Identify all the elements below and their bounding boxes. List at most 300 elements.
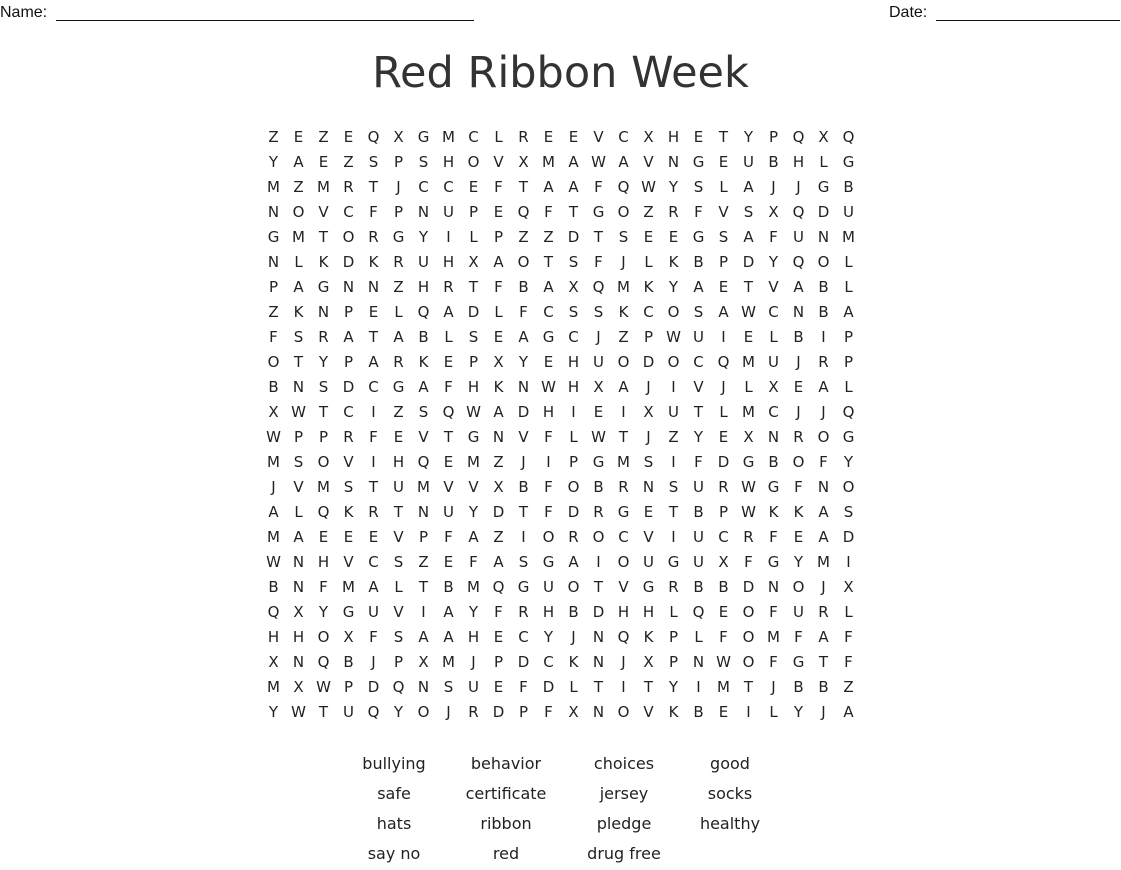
grid-letter: V: [393, 528, 404, 546]
grid-letter: B: [693, 578, 704, 596]
grid-letter: W: [316, 678, 331, 696]
grid-letter: P: [643, 328, 654, 346]
grid-letter: Y: [543, 628, 554, 646]
grid-letter: E: [543, 353, 554, 371]
grid-letter: Q: [792, 253, 805, 271]
grid-letter: A: [368, 353, 379, 371]
name-blank-line[interactable]: [56, 20, 474, 21]
grid-letter: U: [593, 353, 604, 371]
grid-letter: K: [618, 303, 629, 321]
grid-letter: F: [719, 628, 728, 646]
grid-letter: E: [718, 703, 729, 721]
grid-letter: L: [644, 253, 653, 271]
word-list-item: healthy: [699, 814, 761, 833]
grid-letter: I: [721, 328, 726, 346]
word-list-item: socks: [707, 784, 753, 803]
grid-letter: A: [543, 178, 554, 196]
grid-letter: J: [646, 378, 651, 396]
grid-letter: Q: [617, 178, 630, 196]
grid-letter: H: [567, 353, 580, 371]
grid-letter: T: [593, 228, 604, 246]
grid-letter: R: [443, 278, 454, 296]
grid-letter: Q: [317, 653, 330, 671]
grid-letter: G: [392, 378, 405, 396]
grid-letter: O: [567, 478, 580, 496]
grid-letter: F: [369, 628, 378, 646]
grid-letter: O: [567, 578, 580, 596]
grid-letter: M: [267, 678, 280, 696]
grid-letter: S: [693, 303, 704, 321]
grid-letter: J: [821, 403, 826, 421]
grid-letter: V: [493, 153, 504, 171]
grid-letter: R: [518, 603, 529, 621]
grid-letter: W: [266, 553, 281, 571]
grid-letter: I: [371, 403, 376, 421]
grid-letter: K: [768, 503, 779, 521]
grid-letter: T: [518, 178, 529, 196]
grid-letter: E: [543, 128, 554, 146]
grid-letter: P: [518, 703, 529, 721]
grid-letter: B: [693, 503, 704, 521]
grid-letter: L: [494, 128, 503, 146]
grid-letter: R: [593, 503, 604, 521]
grid-letter: Y: [793, 703, 804, 721]
grid-letter: X: [493, 478, 504, 496]
grid-letter: W: [291, 703, 306, 721]
grid-letter: U: [468, 678, 479, 696]
grid-letter: V: [618, 578, 629, 596]
grid-letter: M: [292, 228, 305, 246]
grid-letter: M: [717, 678, 730, 696]
grid-letter: S: [518, 553, 529, 571]
grid-letter: L: [394, 578, 403, 596]
grid-letter: O: [317, 628, 330, 646]
grid-letter: F: [544, 703, 553, 721]
word-search-grid: [261, 125, 861, 725]
word-list: [338, 750, 774, 870]
grid-letter: G: [592, 453, 605, 471]
grid-letter: I: [821, 328, 826, 346]
grid-letter: H: [292, 628, 305, 646]
grid-letter: T: [668, 503, 679, 521]
grid-letter: Q: [417, 303, 430, 321]
grid-letter: H: [417, 278, 430, 296]
grid-letter: F: [494, 178, 503, 196]
grid-letter: H: [442, 153, 455, 171]
grid-letter: G: [542, 553, 555, 571]
grid-letter: R: [468, 703, 479, 721]
grid-letter: U: [693, 478, 704, 496]
grid-letter: E: [318, 528, 329, 546]
grid-letter: L: [719, 178, 728, 196]
grid-letter: I: [746, 703, 751, 721]
grid-letter: V: [718, 203, 729, 221]
grid-letter: P: [343, 353, 354, 371]
grid-letter: N: [417, 678, 430, 696]
grid-letter: X: [293, 678, 304, 696]
grid-letter: A: [343, 328, 354, 346]
grid-letter: P: [718, 503, 729, 521]
grid-letter: Y: [793, 553, 804, 571]
grid-letter: T: [368, 328, 379, 346]
grid-letter: R: [393, 253, 404, 271]
grid-letter: R: [393, 353, 404, 371]
grid-letter: V: [643, 153, 654, 171]
grid-letter: U: [693, 528, 704, 546]
grid-letter: A: [443, 303, 454, 321]
grid-letter: P: [418, 528, 429, 546]
grid-letter: G: [342, 603, 355, 621]
grid-letter: B: [768, 153, 779, 171]
grid-letter: R: [668, 578, 679, 596]
grid-letter: E: [593, 403, 604, 421]
grid-letter: Q: [842, 403, 855, 421]
grid-letter: K: [643, 628, 654, 646]
grid-letter: Y: [468, 603, 479, 621]
grid-letter: T: [368, 478, 379, 496]
grid-letter: L: [844, 253, 853, 271]
grid-letter: X: [268, 653, 279, 671]
grid-letter: X: [293, 603, 304, 621]
grid-letter: M: [317, 478, 330, 496]
grid-letter: K: [493, 378, 504, 396]
grid-letter: M: [842, 228, 855, 246]
grid-letter: P: [393, 653, 404, 671]
word-list-item: ribbon: [480, 814, 532, 833]
grid-letter: B: [693, 253, 704, 271]
grid-letter: Z: [668, 428, 679, 446]
grid-letter: A: [843, 703, 854, 721]
grid-letter: P: [343, 678, 354, 696]
grid-letter: U: [668, 403, 679, 421]
grid-letter: M: [817, 553, 830, 571]
grid-letter: L: [444, 328, 453, 346]
grid-letter: N: [292, 553, 305, 571]
grid-letter: P: [768, 128, 779, 146]
grid-letter: E: [743, 328, 754, 346]
grid-letter: O: [267, 353, 280, 371]
grid-letter: N: [817, 478, 830, 496]
grid-letter: A: [568, 153, 579, 171]
grid-letter: T: [743, 278, 754, 296]
grid-letter: E: [643, 503, 654, 521]
grid-letter: M: [617, 278, 630, 296]
grid-letter: P: [318, 428, 329, 446]
grid-letter: B: [818, 303, 829, 321]
grid-letter: D: [467, 303, 480, 321]
grid-letter: E: [293, 128, 304, 146]
grid-letter: H: [642, 603, 655, 621]
grid-letter: S: [393, 628, 404, 646]
grid-letter: E: [568, 128, 579, 146]
grid-letter: A: [818, 528, 829, 546]
grid-letter: T: [518, 503, 529, 521]
grid-letter: E: [493, 328, 504, 346]
grid-letter: O: [617, 203, 630, 221]
grid-letter: S: [418, 153, 429, 171]
grid-letter: Y: [668, 278, 679, 296]
grid-letter: B: [568, 603, 579, 621]
grid-letter: F: [519, 303, 528, 321]
grid-letter: W: [466, 403, 481, 421]
grid-letter: A: [443, 603, 454, 621]
grid-letter: T: [318, 403, 329, 421]
grid-letter: P: [493, 228, 504, 246]
grid-letter: Q: [617, 628, 630, 646]
grid-letter: I: [571, 403, 576, 421]
grid-letter: T: [543, 253, 554, 271]
grid-letter: F: [494, 603, 503, 621]
grid-letter: X: [593, 378, 604, 396]
grid-letter: A: [843, 303, 854, 321]
grid-letter: U: [693, 328, 704, 346]
grid-letter: F: [769, 603, 778, 621]
grid-letter: E: [493, 628, 504, 646]
grid-letter: V: [518, 428, 529, 446]
grid-letter: M: [442, 128, 455, 146]
grid-letter: V: [593, 128, 604, 146]
grid-letter: T: [643, 678, 654, 696]
word-list-item: say no: [367, 844, 421, 863]
grid-letter: L: [294, 253, 303, 271]
grid-letter: P: [268, 278, 279, 296]
grid-letter: C: [343, 403, 354, 421]
grid-letter: U: [368, 603, 379, 621]
grid-letter: J: [796, 353, 801, 371]
grid-letter: N: [342, 278, 355, 296]
grid-letter: R: [793, 428, 804, 446]
grid-letter: L: [394, 303, 403, 321]
grid-letter: O: [667, 353, 680, 371]
grid-letter: F: [794, 628, 803, 646]
grid-letter: F: [794, 478, 803, 496]
grid-letter: D: [517, 403, 530, 421]
grid-letter: A: [518, 328, 529, 346]
grid-letter: J: [596, 328, 601, 346]
grid-letter: C: [518, 628, 529, 646]
grid-letter: A: [618, 378, 629, 396]
grid-letter: E: [793, 528, 804, 546]
grid-letter: J: [621, 653, 626, 671]
grid-letter: J: [271, 478, 276, 496]
grid-letter: S: [443, 678, 454, 696]
grid-letter: O: [667, 303, 680, 321]
grid-letter: I: [671, 528, 676, 546]
grid-letter: C: [418, 178, 429, 196]
grid-letter: P: [568, 453, 579, 471]
grid-letter: G: [542, 328, 555, 346]
grid-letter: M: [542, 153, 555, 171]
grid-letter: K: [318, 253, 329, 271]
grid-letter: W: [716, 653, 731, 671]
grid-letter: C: [368, 553, 379, 571]
grid-letter: G: [417, 128, 430, 146]
grid-letter: G: [792, 653, 805, 671]
grid-letter: N: [367, 278, 380, 296]
grid-letter: D: [367, 678, 380, 696]
grid-letter: K: [793, 503, 804, 521]
grid-letter: F: [844, 653, 853, 671]
grid-letter: A: [293, 278, 304, 296]
grid-letter: O: [417, 703, 430, 721]
grid-letter: Q: [392, 678, 405, 696]
grid-letter: F: [594, 178, 603, 196]
word-list-item: choices: [593, 754, 655, 773]
grid-letter: U: [443, 203, 454, 221]
grid-letter: Y: [268, 703, 279, 721]
word-list-item: jersey: [599, 784, 649, 803]
grid-letter: D: [717, 453, 730, 471]
grid-letter: O: [467, 153, 480, 171]
grid-letter: C: [468, 128, 479, 146]
grid-letter: D: [742, 578, 755, 596]
grid-letter: T: [318, 703, 329, 721]
grid-letter: S: [418, 403, 429, 421]
grid-letter: P: [718, 253, 729, 271]
grid-letter: K: [568, 653, 579, 671]
grid-letter: L: [844, 278, 853, 296]
grid-letter: C: [568, 328, 579, 346]
grid-letter: I: [421, 603, 426, 621]
grid-letter: G: [692, 228, 705, 246]
grid-letter: V: [343, 553, 354, 571]
grid-letter: Z: [418, 553, 429, 571]
grid-letter: F: [819, 453, 828, 471]
grid-letter: Z: [293, 178, 304, 196]
date-blank-line[interactable]: [936, 20, 1120, 21]
grid-letter: R: [518, 128, 529, 146]
grid-letter: E: [493, 203, 504, 221]
grid-letter: T: [818, 653, 829, 671]
grid-letter: S: [318, 378, 329, 396]
grid-letter: P: [493, 653, 504, 671]
grid-letter: G: [467, 428, 480, 446]
grid-letter: Y: [768, 253, 779, 271]
grid-letter: W: [641, 178, 656, 196]
grid-letter: E: [793, 378, 804, 396]
grid-letter: D: [517, 653, 530, 671]
grid-letter: J: [471, 653, 476, 671]
grid-letter: H: [442, 253, 455, 271]
grid-letter: S: [293, 453, 304, 471]
grid-letter: Y: [318, 353, 329, 371]
grid-letter: A: [743, 228, 754, 246]
grid-letter: J: [446, 703, 451, 721]
grid-letter: M: [267, 178, 280, 196]
grid-letter: C: [693, 353, 704, 371]
grid-letter: N: [267, 203, 280, 221]
grid-letter: G: [317, 278, 330, 296]
grid-letter: E: [668, 228, 679, 246]
grid-letter: I: [671, 453, 676, 471]
grid-letter: S: [593, 303, 604, 321]
grid-letter: A: [443, 628, 454, 646]
grid-letter: E: [718, 278, 729, 296]
grid-letter: C: [768, 403, 779, 421]
grid-letter: Y: [468, 503, 479, 521]
grid-letter: A: [818, 503, 829, 521]
grid-letter: R: [818, 603, 829, 621]
grid-letter: J: [771, 178, 776, 196]
grid-letter: S: [643, 453, 654, 471]
grid-letter: A: [493, 403, 504, 421]
grid-letter: F: [544, 503, 553, 521]
grid-letter: J: [571, 628, 576, 646]
grid-letter: J: [621, 253, 626, 271]
grid-letter: F: [269, 328, 278, 346]
grid-letter: G: [767, 553, 780, 571]
grid-letter: C: [768, 303, 779, 321]
grid-letter: R: [668, 203, 679, 221]
grid-letter: Q: [717, 353, 730, 371]
grid-letter: C: [618, 528, 629, 546]
grid-letter: S: [343, 478, 354, 496]
grid-letter: L: [569, 678, 578, 696]
grid-letter: E: [718, 428, 729, 446]
grid-letter: S: [693, 178, 704, 196]
grid-letter: N: [592, 628, 605, 646]
grid-letter: S: [568, 253, 579, 271]
grid-letter: K: [668, 703, 679, 721]
grid-letter: G: [842, 428, 855, 446]
grid-letter: A: [493, 553, 504, 571]
grid-letter: J: [721, 378, 726, 396]
grid-letter: W: [591, 153, 606, 171]
grid-letter: H: [617, 603, 630, 621]
page-title: Red Ribbon Week: [372, 48, 749, 98]
grid-letter: A: [818, 378, 829, 396]
grid-letter: H: [317, 553, 330, 571]
grid-letter: E: [318, 153, 329, 171]
grid-letter: A: [743, 178, 754, 196]
grid-letter: F: [694, 453, 703, 471]
grid-letter: H: [267, 628, 280, 646]
grid-letter: Y: [843, 453, 854, 471]
grid-letter: M: [417, 478, 430, 496]
grid-letter: R: [618, 478, 629, 496]
grid-letter: N: [642, 478, 655, 496]
word-list-item: pledge: [596, 814, 652, 833]
grid-letter: X: [268, 403, 279, 421]
grid-letter: D: [492, 703, 505, 721]
grid-letter: A: [293, 153, 304, 171]
grid-letter: B: [818, 278, 829, 296]
grid-letter: D: [542, 678, 555, 696]
grid-letter: K: [293, 303, 304, 321]
grid-letter: S: [368, 153, 379, 171]
grid-letter: L: [844, 378, 853, 396]
grid-letter: S: [568, 303, 579, 321]
grid-letter: B: [343, 653, 354, 671]
grid-letter: Z: [268, 128, 279, 146]
grid-letter: M: [467, 578, 480, 596]
grid-letter: B: [718, 578, 729, 596]
grid-letter: L: [494, 303, 503, 321]
grid-letter: T: [368, 178, 379, 196]
grid-letter: X: [568, 278, 579, 296]
grid-letter: M: [317, 178, 330, 196]
grid-letter: C: [443, 178, 454, 196]
grid-letter: A: [618, 153, 629, 171]
grid-letter: V: [643, 528, 654, 546]
grid-letter: N: [592, 653, 605, 671]
grid-letter: W: [741, 303, 756, 321]
grid-letter: Y: [318, 603, 329, 621]
grid-letter: H: [792, 153, 805, 171]
grid-letter: I: [671, 378, 676, 396]
grid-letter: V: [293, 478, 304, 496]
grid-letter: V: [443, 478, 454, 496]
